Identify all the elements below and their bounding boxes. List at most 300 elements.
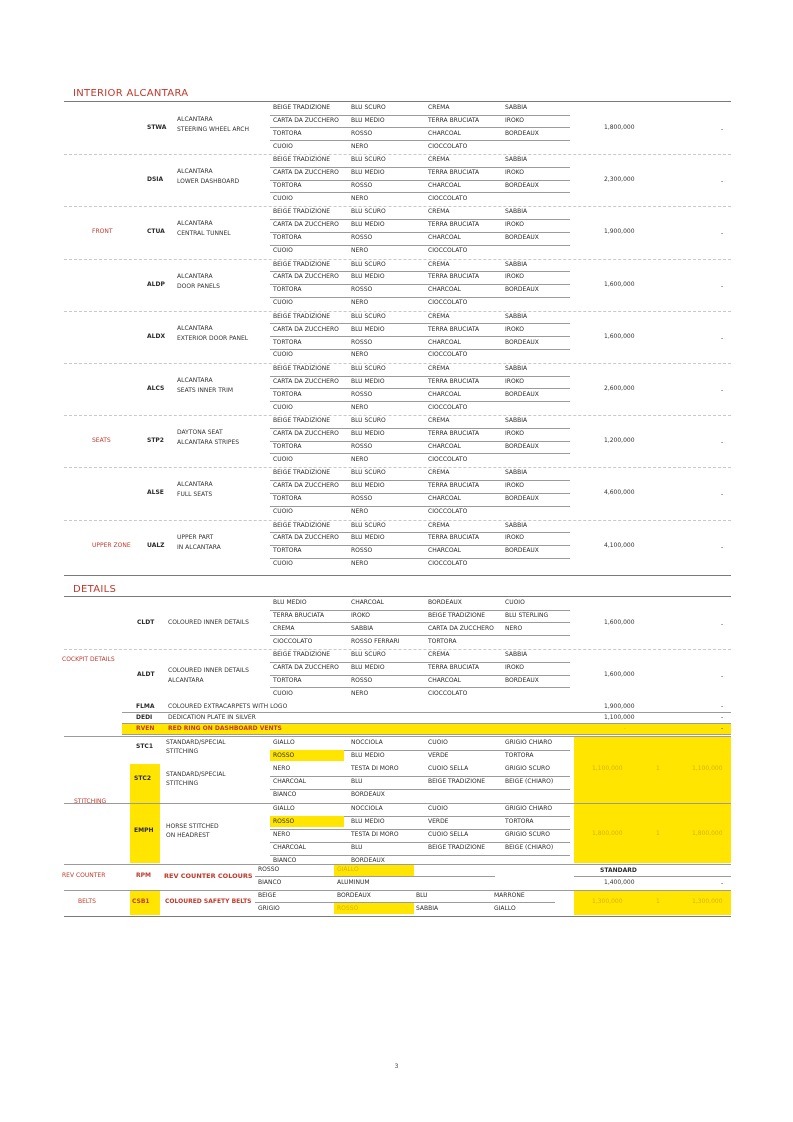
option-description-line2: STEERING WHEEL ARCH	[177, 126, 249, 134]
color-option: BLU MEDIO	[351, 482, 385, 490]
color-option: CREMA	[428, 365, 450, 372]
page-number: 3	[394, 1063, 399, 1070]
color-option: CUOIO	[273, 142, 293, 150]
color-option: CREMA	[428, 651, 450, 659]
color-row-line	[270, 506, 570, 507]
color-option: BEIGE TRADIZIONE	[428, 611, 485, 619]
color-row-line	[270, 829, 570, 830]
color-option: CIOCCOLATO	[428, 142, 468, 150]
availability-dash: -	[721, 387, 724, 395]
color-option: ROSSO	[351, 286, 373, 294]
color-option: BEIGE TRADIZIONE	[273, 208, 330, 216]
option-description-line2: STITCHING	[166, 748, 199, 756]
option-description: RED RING ON DASHBOARD VENTS	[168, 725, 282, 733]
color-option: CUOIO	[273, 351, 293, 359]
color-option: TORTORA	[273, 495, 302, 503]
color-option: BEIGE	[258, 892, 277, 900]
color-option: TERRA BRUCIATA	[428, 482, 480, 490]
price-value: 1,300,000	[592, 898, 623, 906]
color-option: CREMA	[428, 312, 450, 320]
color-option: NERO	[351, 247, 369, 255]
row-line	[122, 734, 731, 735]
color-row-line	[270, 622, 570, 623]
color-row-line	[270, 441, 570, 442]
option-description-line2: STITCHING	[166, 780, 199, 788]
color-option: BIANCO	[273, 791, 297, 799]
option-code: ALDP	[147, 280, 165, 288]
color-option: CARTA DA ZUCCHERO	[273, 221, 339, 229]
color-option: NERO	[351, 560, 369, 568]
color-option: CARTA DA ZUCCHERO	[273, 664, 339, 672]
color-row-line	[270, 219, 570, 220]
price-value: 1,400,000	[604, 879, 635, 887]
color-option: BLU MEDIO	[351, 273, 385, 281]
color-row-line	[270, 675, 570, 676]
category-label: BELTS	[78, 898, 96, 906]
color-option: TORTORA	[505, 818, 534, 826]
option-group-stwa	[64, 103, 731, 155]
option-description: COLOURED EXTRACARPETS WITH LOGO	[168, 703, 288, 711]
color-row-line	[270, 401, 570, 402]
color-option: CIOCCOLATO	[428, 247, 468, 255]
option-group-alcs	[64, 364, 731, 416]
color-row-line	[270, 284, 570, 285]
color-option: CHARCOAL	[351, 599, 384, 606]
total-value: 1,100,000	[692, 765, 723, 773]
color-option: CUOIO SELLA	[428, 831, 469, 839]
color-option: IROKO	[505, 377, 524, 385]
color-option: CHARCOAL	[428, 495, 461, 503]
color-option: MARRONE	[494, 892, 525, 900]
option-description-line2: LOWER DASHBOARD	[177, 178, 240, 186]
option-description-line2: ALCANTARA STRIPES	[177, 439, 240, 447]
section-divider	[64, 101, 731, 102]
option-code: ALDX	[147, 332, 166, 340]
color-option: NERO	[351, 455, 369, 463]
color-option: TESTA DI MORO	[351, 765, 399, 773]
availability-dash: -	[721, 439, 724, 447]
price-value: 4,100,000	[604, 541, 635, 549]
color-option: CUOIO	[505, 599, 525, 606]
color-option: CUOIO	[428, 805, 448, 813]
option-code: CTUA	[147, 228, 165, 236]
color-option: BLU MEDIO	[351, 430, 385, 438]
color-option: CUOIO	[273, 455, 293, 463]
price-value: 1,900,000	[604, 228, 635, 236]
color-option: IROKO	[505, 664, 524, 672]
option-code: RPM	[136, 872, 151, 880]
color-option: BLU SCURO	[351, 521, 386, 529]
section-title-details: DETAILS	[73, 584, 117, 595]
color-option: BLU	[351, 778, 363, 786]
option-group-ctua	[64, 207, 731, 259]
color-row-line	[270, 789, 570, 790]
color-option: TERRA BRUCIATA	[428, 664, 480, 672]
color-option: CREMA	[428, 208, 450, 216]
option-row-rven	[64, 724, 731, 735]
color-option: CUOIO	[273, 508, 293, 516]
color-option: BEIGE TRADIZIONE	[428, 778, 485, 786]
color-option: BLU MEDIO	[351, 534, 385, 542]
price-value: 1,600,000	[604, 280, 635, 288]
color-option: TERRA BRUCIATA	[428, 377, 480, 385]
color-row-line	[270, 245, 570, 246]
color-option: SABBIA	[505, 651, 528, 659]
color-option: BEIGE TRADIZIONE	[273, 651, 330, 659]
color-option: SABBIA	[505, 104, 528, 111]
color-option: TERRA BRUCIATA	[428, 221, 480, 229]
total-value: 1,800,000	[692, 830, 723, 838]
color-option: BIANCO	[258, 879, 282, 887]
color-option: BEIGE TRADIZIONE	[273, 365, 330, 372]
color-option: TERRA BRUCIATA	[428, 430, 480, 438]
availability-dash: -	[721, 178, 724, 186]
color-option: CHARCOAL	[428, 390, 461, 398]
color-option: CUOIO	[273, 403, 293, 411]
option-description-line2: EXTERIOR DOOR PANEL	[177, 334, 249, 342]
color-option: ROSSO	[351, 547, 373, 555]
color-row-line	[270, 232, 570, 233]
color-option: NERO	[505, 624, 523, 632]
color-option: CREMA	[428, 521, 450, 529]
color-option: GRIGIO CHIARO	[505, 739, 553, 747]
color-option: CREMA	[428, 417, 450, 425]
option-description: COLOURED INNER DETAILS	[168, 619, 249, 627]
color-option: BLU MEDIO	[351, 377, 385, 385]
option-description: HORSE STITCHED	[166, 823, 219, 831]
color-option: CARTA DA ZUCCHERO	[273, 273, 339, 281]
color-option: TERRA BRUCIATA	[428, 273, 480, 281]
color-option: SABBIA	[505, 469, 528, 477]
color-option: CUOIO	[273, 299, 293, 307]
option-code: ALSE	[147, 489, 164, 497]
option-code: CLDT	[137, 619, 155, 627]
price-value: 1,100,000	[592, 765, 623, 773]
color-row-line	[270, 180, 570, 181]
color-option: BORDEAUX	[505, 338, 539, 346]
color-option: BORDEAUX	[337, 892, 371, 900]
color-option: BLU SCURO	[351, 208, 386, 216]
color-option: BORDEAUX	[505, 390, 539, 398]
color-option: BLU MEDIO	[351, 116, 385, 124]
color-option: BEIGE TRADIZIONE	[273, 521, 330, 529]
option-description-line2: ON HEADREST	[166, 832, 210, 840]
color-option: CIOCCOLATO	[428, 455, 468, 463]
color-option: SABBIA	[351, 624, 374, 632]
color-option: ROSSO	[273, 818, 295, 826]
color-option: VERDE	[428, 752, 449, 760]
row-line	[574, 876, 731, 877]
color-option: CIOCCOLATO	[428, 689, 468, 697]
section-title-interior-alcantara: INTERIOR ALCANTARA	[73, 88, 189, 99]
color-option: ROSSO	[351, 495, 373, 503]
option-group-alse	[64, 468, 731, 520]
color-option: CARTA DA ZUCCHERO	[428, 624, 494, 632]
color-option: GIALLO	[273, 739, 295, 747]
color-option: BLU MEDIO	[351, 221, 385, 229]
color-option: CHARCOAL	[428, 181, 461, 189]
color-option: ROSSO	[258, 866, 280, 874]
color-option: ROSSO	[351, 129, 373, 137]
color-option: BEIGE TRADIZIONE	[273, 469, 330, 477]
option-code: STP2	[147, 437, 164, 445]
color-row-line	[270, 610, 570, 611]
color-option: SABBIA	[505, 156, 528, 164]
color-option: ROSSO FERRARI	[351, 637, 400, 645]
color-option: BLU STERLING	[505, 611, 549, 619]
option-description: ALCANTARA	[177, 324, 213, 332]
option-code: DEDI	[136, 714, 153, 722]
color-row-line	[270, 776, 570, 777]
price-value: 2,600,000	[604, 385, 635, 393]
color-option: TORTORA	[505, 752, 534, 760]
option-description: DAYTONA SEAT	[177, 429, 223, 437]
color-option: BLU SCURO	[351, 469, 386, 477]
availability-dash: -	[721, 673, 724, 681]
color-option: TORTORA	[273, 338, 302, 346]
color-row-line	[270, 271, 570, 272]
color-option: BORDEAUX	[351, 791, 385, 799]
price-value: 2,300,000	[604, 176, 635, 184]
option-description: ALCANTARA	[177, 481, 213, 489]
color-row-line	[270, 635, 570, 636]
color-option: GIALLO	[337, 866, 359, 874]
color-option: IROKO	[505, 273, 524, 281]
section-divider	[64, 575, 731, 576]
color-option: CUOIO	[273, 247, 293, 255]
color-row-line	[270, 428, 570, 429]
color-option: BLU SCURO	[351, 651, 386, 659]
color-option: NERO	[351, 403, 369, 411]
color-option: TORTORA	[273, 181, 302, 189]
color-option: SABBIA	[505, 260, 528, 268]
standard-label: STANDARD	[600, 867, 637, 875]
color-option: BEIGE TRADIZIONE	[273, 417, 330, 425]
option-description: COLOURED SAFETY BELTS	[165, 898, 252, 906]
option-code: UALZ	[147, 541, 165, 549]
color-option: NOCCIOLA	[351, 805, 383, 813]
color-option: CHARCOAL	[273, 778, 306, 786]
code-highlight	[130, 764, 160, 803]
option-description-line2: SEATS INNER TRIM	[177, 387, 234, 395]
availability-dash: -	[721, 491, 724, 499]
total-value: 1,300,000	[692, 898, 723, 906]
color-option: BLU	[351, 844, 363, 852]
color-option: BEIGE TRADIZIONE	[273, 156, 330, 164]
availability-dash: -	[721, 543, 724, 551]
color-option: BEIGE TRADIZIONE	[273, 260, 330, 268]
color-option: CARTA DA ZUCCHERO	[273, 325, 339, 333]
color-row-line	[255, 876, 495, 877]
category-label: SEATS	[92, 437, 111, 445]
color-option: TORTORA	[273, 390, 302, 398]
color-option: BLU	[416, 892, 428, 900]
option-description: UPPER PART	[177, 533, 214, 541]
category-label: REV COUNTER	[62, 872, 106, 880]
option-description-line2: DOOR PANELS	[177, 282, 220, 290]
color-option: BEIGE TRADIZIONE	[273, 104, 330, 111]
color-row-line	[270, 127, 570, 128]
option-code: ALCS	[147, 385, 165, 393]
price-value: 1,900,000	[604, 703, 635, 711]
color-option: CIOCCOLATO	[428, 194, 468, 202]
color-option: ALUMINUM	[337, 879, 370, 887]
color-option: BLU MEDIO	[273, 599, 307, 606]
color-option: CHARCOAL	[428, 547, 461, 555]
color-option: CHARCOAL	[428, 286, 461, 294]
color-option: CIOCCOLATO	[273, 637, 313, 645]
color-option: IROKO	[505, 169, 524, 177]
quantity-value: 1	[656, 765, 660, 773]
option-description: DEDICATION PLATE IN SILVER	[168, 714, 256, 722]
color-option: TORTORA	[428, 637, 457, 645]
price-value: -	[624, 725, 627, 733]
option-description-line2: IN ALCANTARA	[177, 543, 221, 551]
color-option: CUOIO SELLA	[428, 765, 469, 773]
color-option: BIANCO	[273, 856, 297, 864]
option-description: ALCANTARA	[177, 220, 213, 228]
color-option: CARTA DA ZUCCHERO	[273, 377, 339, 385]
color-option: SABBIA	[505, 312, 528, 320]
color-option: CARTA DA ZUCCHERO	[273, 482, 339, 490]
availability-dash: -	[721, 621, 724, 629]
color-option: TORTORA	[273, 234, 302, 242]
color-option: NERO	[273, 765, 291, 773]
color-option: SABBIA	[505, 417, 528, 425]
option-code: EMPH	[134, 827, 154, 835]
option-description: REV COUNTER COLOURS	[164, 872, 253, 881]
color-option: TERRA BRUCIATA	[273, 611, 325, 619]
color-option: IROKO	[351, 611, 370, 619]
color-option: ROSSO	[351, 676, 373, 684]
color-option: TERRA BRUCIATA	[428, 534, 480, 542]
section-divider	[64, 916, 731, 917]
color-option: TORTORA	[273, 676, 302, 684]
color-row-line	[270, 388, 570, 389]
color-option: BLU MEDIO	[351, 752, 385, 760]
color-option: SABBIA	[505, 365, 528, 372]
option-group-dsia	[64, 155, 731, 207]
color-row-line	[270, 349, 570, 350]
color-option: BORDEAUX	[505, 234, 539, 242]
color-option: NERO	[351, 689, 369, 697]
color-row-line	[270, 662, 570, 663]
color-option: GIALLO	[494, 905, 516, 913]
color-option: TORTORA	[273, 442, 302, 450]
color-row-line	[270, 297, 570, 298]
color-option: BLU SCURO	[351, 104, 386, 111]
color-option: BLU MEDIO	[351, 169, 385, 177]
color-option: ROSSO	[273, 752, 295, 760]
option-description: COLOURED INNER DETAILS	[168, 667, 249, 675]
color-row-line	[270, 532, 570, 533]
color-option: BORDEAUX	[505, 442, 539, 450]
color-option: CIOCCOLATO	[428, 351, 468, 359]
quantity-value: 1	[656, 898, 660, 906]
color-option: BLU MEDIO	[351, 664, 385, 672]
color-row-line	[270, 842, 570, 843]
color-option: TERRA BRUCIATA	[428, 116, 480, 124]
rev-counter-block	[64, 864, 731, 890]
color-option: CHARCOAL	[428, 234, 461, 242]
color-option: ROSSO	[351, 234, 373, 242]
color-option: BLU SCURO	[351, 260, 386, 268]
color-option: BLU SCURO	[351, 312, 386, 320]
color-option: GRIGIO SCURO	[505, 831, 550, 839]
option-description: ALCANTARA	[177, 377, 213, 385]
color-row-line	[270, 140, 570, 141]
color-option: CHARCOAL	[273, 844, 306, 852]
option-group-aldx	[64, 312, 731, 364]
category-label: FRONT	[92, 228, 113, 236]
color-option: CUOIO	[273, 560, 293, 568]
color-option: IROKO	[505, 482, 524, 490]
option-group-stp2	[64, 416, 731, 468]
color-option: CUOIO	[273, 194, 293, 202]
color-option: VERDE	[428, 818, 449, 826]
color-option: TORTORA	[273, 129, 302, 137]
availability-dash: -	[721, 334, 724, 342]
color-option: IROKO	[505, 221, 524, 229]
color-option: BLU MEDIO	[351, 818, 385, 826]
category-label: UPPER ZONE	[92, 541, 131, 549]
availability-dash: -	[721, 714, 724, 722]
color-option: CREMA	[428, 260, 450, 268]
color-option: BORDEAUX	[351, 856, 385, 864]
color-option: ROSSO	[351, 442, 373, 450]
color-option: ROSSO	[351, 390, 373, 398]
color-option: TERRA BRUCIATA	[428, 169, 480, 177]
color-row-line	[270, 687, 570, 688]
color-option: BLU SCURO	[351, 417, 386, 425]
option-group-ualz	[64, 521, 731, 573]
color-row-line	[270, 336, 570, 337]
color-option: CUOIO	[273, 689, 293, 697]
option-description: ALCANTARA	[177, 116, 213, 124]
quantity-value: 1	[656, 830, 660, 838]
option-description: ALCANTARA	[177, 168, 213, 176]
color-option: TERRA BRUCIATA	[428, 325, 480, 333]
price-value: 1,800,000	[604, 124, 635, 132]
color-option: BORDEAUX	[505, 495, 539, 503]
option-code: FLMA	[136, 703, 155, 711]
color-option: BEIGE (CHIARO)	[505, 778, 554, 786]
price-value: 1,800,000	[592, 830, 623, 838]
color-option: SABBIA	[416, 905, 439, 913]
color-option: BORDEAUX	[505, 181, 539, 189]
color-row-line	[270, 323, 570, 324]
color-option: SABBIA	[505, 521, 528, 529]
color-option: NERO	[273, 831, 291, 839]
color-option: ROSSO	[337, 905, 359, 913]
color-option: CUOIO	[428, 739, 448, 747]
color-row-line	[270, 480, 570, 481]
color-option: CHARCOAL	[428, 129, 461, 137]
color-row-line	[270, 167, 570, 168]
color-option: IROKO	[505, 325, 524, 333]
color-option: NERO	[351, 299, 369, 307]
color-row-line	[270, 493, 570, 494]
color-option: TORTORA	[273, 286, 302, 294]
price-value: 1,600,000	[604, 332, 635, 340]
color-option: NERO	[351, 351, 369, 359]
option-description-line2: CENTRAL TUNNEL	[177, 230, 231, 238]
option-code: STWA	[147, 124, 167, 132]
option-group-aldp	[64, 260, 731, 312]
availability-dash: -	[721, 126, 724, 134]
color-option: NERO	[351, 508, 369, 516]
color-option: CREMA	[428, 104, 450, 111]
